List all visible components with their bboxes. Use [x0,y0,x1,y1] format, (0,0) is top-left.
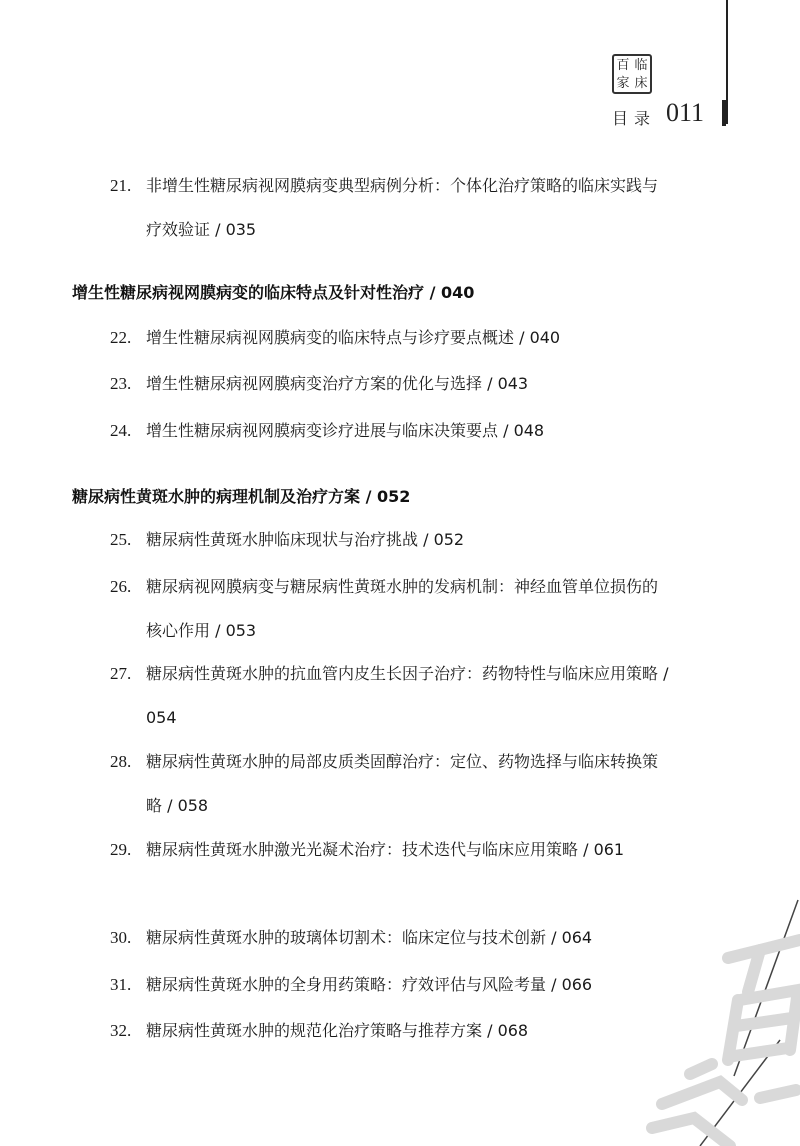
entry-title: 糖尿病性黄斑水肿临床现状与治疗挑战 / 052 [146,530,465,549]
page-label: 目录 [612,109,657,128]
entry-number: 21. [110,176,132,195]
entry-title: 糖尿病性黄斑水肿的局部皮质类固醇治疗：定位、药物选择与临床转换策略 / 058 [146,752,659,815]
entry-title: 增生性糖尿病视网膜病变的临床特点与诊疗要点概述 / 040 [146,328,561,347]
entry-title: 增生性糖尿病视网膜病变治疗方案的优化与选择 / 043 [146,374,529,393]
seal-char: 百 [616,57,630,73]
page-number: 011 [666,98,705,127]
entry-title: 糖尿病性黄斑水肿激光光凝术治疗：技术迭代与临床应用策略 / 061 [146,840,625,859]
entry-number: 25. [110,530,132,549]
entry-number: 24. [110,421,132,440]
entry-title: 糖尿病性黄斑水肿的规范化治疗策略与推荐方案 / 068 [146,1021,529,1040]
entry-number: 27. [110,664,132,683]
toc-section-heading[interactable]: 增生性糖尿病视网膜病变的临床特点及针对性治疗 / 040 [72,283,475,302]
entry-number: 28. [110,752,132,771]
entry-title: 糖尿病性黄斑水肿的玻璃体切割术：临床定位与技术创新 / 064 [146,928,593,947]
seal-char: 临 [634,57,648,73]
entry-number: 32. [110,1021,132,1040]
entry-number: 29. [110,840,132,859]
entry-title: 糖尿病性黄斑水肿的全身用药策略：疗效评估与风险考量 / 066 [146,975,593,994]
seal-char: 家 [616,75,630,91]
entry-title: 增生性糖尿病视网膜病变诊疗进展与临床决策要点 / 048 [146,421,545,440]
entry-number: 30. [110,928,132,947]
entry-number: 23. [110,374,132,393]
entry-title: 糖尿病性黄斑水肿的抗血管内皮生长因子治疗：药物特性与临床应用策略 / 054 [146,664,669,727]
seal-char: 床 [634,75,648,91]
entry-number: 22. [110,328,132,347]
entry-title: 糖尿病视网膜病变与糖尿病性黄斑水肿的发病机制：神经血管单位损伤的核心作用 / 053 [146,577,659,640]
entry-number: 26. [110,577,132,596]
entry-number: 31. [110,975,132,994]
entry-title: 非增生性糖尿病视网膜病变典型病例分析：个体化治疗策略的临床实践与疗效验证 / 035 [146,176,659,239]
toc-section-heading[interactable]: 糖尿病性黄斑水肿的病理机制及治疗方案 / 052 [72,487,411,506]
